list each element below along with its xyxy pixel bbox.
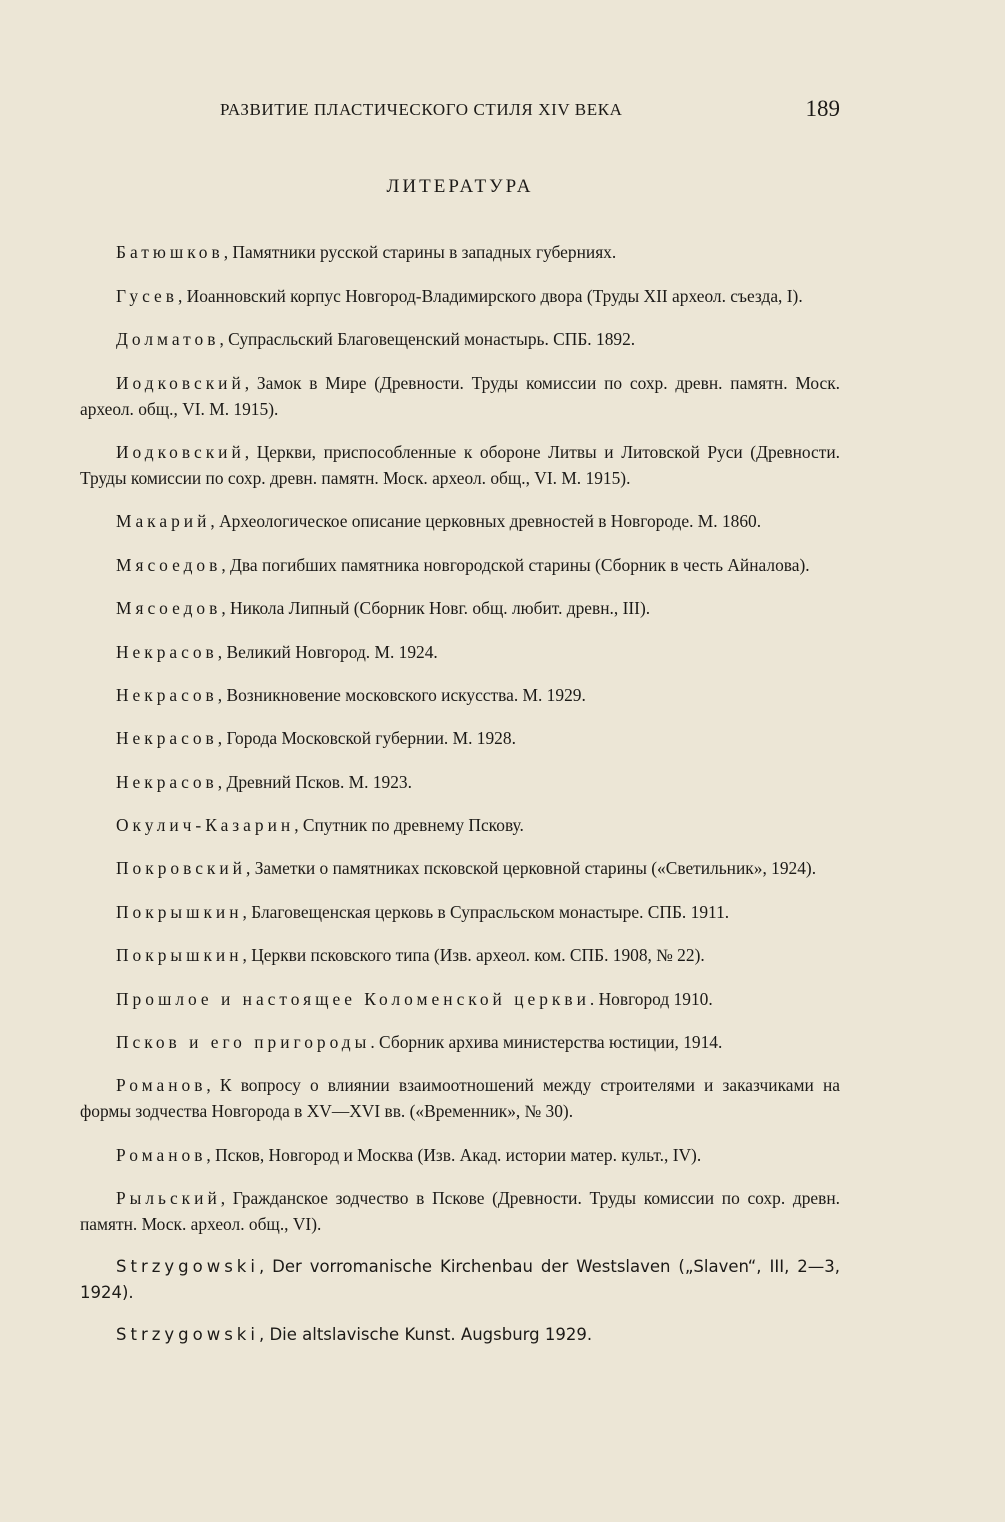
bibliography-entry: [80, 986, 840, 1012]
bibliography-entry: [80, 769, 840, 795]
entry-author: Прошлое и настоящее Коломенской церкви: [116, 988, 590, 1009]
bibliography-entry: [80, 942, 840, 968]
entry-text: , Спутник по древнему Пскову.: [294, 815, 524, 836]
bibliography-entry: [80, 1254, 840, 1306]
entry-text: , Der vorromanische Kirchenbau der Westslaven („Slaven“, III, 2—3, 1924).: [80, 1256, 840, 1302]
bibliography-entry: [80, 899, 840, 925]
bibliography-entry: [80, 595, 840, 621]
entry-text: , Возникновение московского искусства. М. 1929.: [217, 684, 586, 705]
entry-text: , Древний Псков. М. 1923.: [217, 771, 412, 792]
entry-author: Иодковский: [116, 441, 245, 462]
entry-author: Мясоедов: [116, 598, 222, 619]
section-title: ЛИТЕРАТУРА: [386, 176, 534, 197]
entry-author: Рыльский: [116, 1188, 221, 1209]
entry-author: Покрышкин: [116, 901, 243, 922]
entry-text: , К вопросу о влиянии взаимоотношений между строителями и заказчиками на формы зодчества Новгорода в XV—XVI вв. («Временник», № 30).: [80, 1075, 840, 1122]
entry-author: Некрасов: [116, 684, 218, 705]
bibliography-entry: [80, 1322, 840, 1348]
bibliography-entry: [80, 439, 840, 491]
entry-author: Некрасов: [116, 771, 218, 792]
entry-author: Романов: [116, 1144, 207, 1165]
entry-text: , Благовещенская церковь в Супрасльском монастыре. СПБ. 1911.: [242, 901, 730, 922]
bibliography-entry: [80, 682, 840, 708]
entry-text: , Замок в Мире (Древности. Труды комиссии по сохр. древн. памятн. Моск. археол. общ., VI. М. 1915).: [80, 372, 840, 419]
entry-text: . Новгород 1910.: [589, 988, 713, 1009]
running-head: РАЗВИТИЕ ПЛАСТИЧЕСКОГО СТИЛЯ XIV ВЕКА: [220, 100, 623, 119]
entry-author: Некрасов: [116, 728, 218, 749]
entry-author: Иодковский: [116, 372, 245, 393]
entry-author: Окулич-Казарин: [116, 815, 295, 836]
entry-author: Некрасов: [116, 641, 218, 662]
entry-text: , Заметки о памятниках псковской церковной старины («Светильник», 1924).: [246, 858, 817, 879]
entry-text: , Памятники русской старины в западных губерниях.: [223, 242, 617, 263]
bibliography-entry: [80, 283, 840, 309]
entry-author: Макарий: [116, 511, 211, 532]
entry-author: Романов: [116, 1075, 207, 1096]
bibliography-entry: [80, 239, 840, 265]
page-number: 189: [805, 96, 840, 121]
entry-text: , Псков, Новгород и Москва (Изв. Акад. истории матер. культ., IV).: [206, 1144, 702, 1165]
bibliography-entry: [80, 812, 840, 838]
bibliography-entry: [80, 370, 840, 422]
bibliography-entry: [80, 725, 840, 751]
entry-text: , Гражданское зодчество в Пскове (Древности. Труды комиссии по сохр. древн. памятн. Моск. археол. общ., VI).: [80, 1188, 840, 1235]
entry-author: Покровский: [116, 858, 246, 879]
entry-text: , Супрасльский Благовещенский монастырь. СПБ. 1892.: [219, 329, 636, 350]
page-header: [80, 96, 840, 128]
entry-text: . Сборник архива министерства юстиции, 1914.: [370, 1032, 723, 1053]
entry-text: , Die altslavische Kunst. Augsburg 1929.: [258, 1325, 593, 1345]
bibliography-entry: [80, 326, 840, 352]
bibliography-entry: [80, 552, 840, 578]
bibliography-entry: [80, 508, 840, 534]
entry-text: , Два погибших памятника новгородской старины (Сборник в честь Айналова).: [221, 554, 810, 575]
entry-author: Псков и его пригороды: [116, 1032, 371, 1053]
entry-text: , Церкви, приспособленные к обороне Литвы и Литовской Руси (Древности. Труды комиссии по сохр. древн. памятн. Моск. археол. общ., VI. М. 1915).: [80, 441, 840, 488]
bibliography-entry: [80, 1072, 840, 1124]
entry-text: , Великий Новгород. М. 1924.: [217, 641, 438, 662]
entry-author: Мясоедов: [116, 554, 222, 575]
entry-author: Долматов: [116, 329, 220, 350]
entry-text: , Церкви псковского типа (Изв. археол. ком. СПБ. 1908, № 22).: [242, 945, 705, 966]
entry-author: Покрышкин: [116, 945, 243, 966]
bibliography-entry: [80, 855, 840, 881]
bibliography-entry: [80, 1142, 840, 1168]
entry-author: Гусев: [116, 285, 178, 306]
entry-author: Strzygowski: [116, 1325, 259, 1345]
bibliography-entry: [80, 1185, 840, 1237]
entry-text: , Археологическое описание церковных древностей в Новгороде. М. 1860.: [210, 511, 762, 532]
entry-text: , Города Московской губернии. М. 1928.: [217, 728, 516, 749]
bibliography-list: [80, 222, 840, 1357]
bibliography-entry: [80, 639, 840, 665]
bibliography-entry: [80, 1029, 840, 1055]
entry-author: Strzygowski: [116, 1256, 259, 1276]
entry-text: , Иоанновский корпус Новгород-Владимирского двора (Труды XII археол. съезда, I).: [177, 285, 803, 306]
entry-author: Батюшков: [116, 242, 224, 263]
entry-text: , Никола Липный (Сборник Новг. общ. любит. древн., III).: [221, 598, 651, 619]
